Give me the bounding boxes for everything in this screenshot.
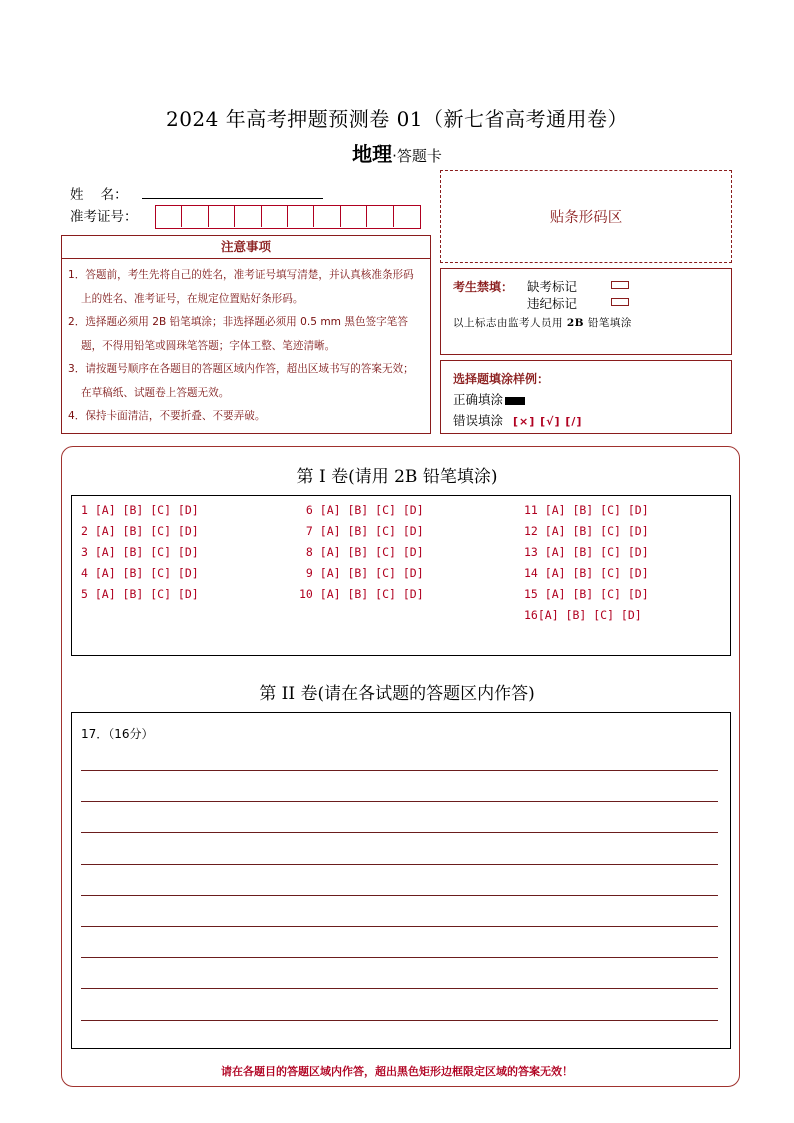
id-digit-box[interactable] — [314, 206, 340, 227]
answer-line — [81, 988, 718, 989]
choice-question-row[interactable]: 14 [A] [B] [C] [D] — [524, 566, 649, 580]
name-label: 姓 名： — [70, 187, 128, 203]
notice-item: 4．保持卡面清洁，不要折叠、不要弄破。 — [68, 410, 266, 422]
fill-sample-box — [440, 360, 732, 434]
exam-marks-label: 考生禁填： — [453, 280, 514, 294]
absent-mark-box[interactable] — [611, 281, 629, 289]
exam-marks-note — [453, 315, 632, 330]
footer-warning: 请在各题目的答题区域内作答，超出黑色矩形边框限定区域的答案无效！ — [221, 1065, 573, 1078]
choice-question-row[interactable]: 2 [A] [B] [C] [D] — [81, 524, 199, 538]
barcode-area — [440, 170, 732, 263]
page-title: 2024 年高考押题预测卷 01（新七省高考通用卷） — [165, 107, 629, 131]
notice-item: 1．答题前，考生先将自己的姓名，准考证号填写清楚，并认真核准条形码上的姓名、准考证号，在规定位置贴好条形码。 — [68, 269, 414, 305]
notice-title: 注意事项 — [61, 235, 431, 259]
id-digit-box[interactable] — [262, 206, 288, 227]
wrong-marks: [×] [√] [/] — [513, 415, 583, 428]
choice-question-row[interactable]: 15 [A] [B] [C] [D] — [524, 587, 649, 601]
choice-question-row[interactable]: 12 [A] [B] [C] [D] — [524, 524, 649, 538]
choice-question-row[interactable]: 7 [A] [B] [C] [D] — [299, 524, 424, 538]
choice-question-row[interactable]: 16[A] [B] [C] [D] — [524, 608, 642, 622]
choice-question-row[interactable]: 6 [A] [B] [C] [D] — [299, 503, 424, 517]
answer-line — [81, 926, 718, 927]
correct-fill-row — [453, 390, 525, 408]
section2-title: 第 II 卷(请在各试题的答题区内作答) — [259, 684, 535, 704]
exam-marks-box — [440, 268, 732, 355]
id-digit-box[interactable] — [367, 206, 393, 227]
answer-line — [81, 801, 718, 802]
choice-question-row[interactable]: 11 [A] [B] [C] [D] — [524, 503, 649, 517]
essay-answer-box[interactable] — [71, 712, 731, 1049]
note-prefix: 以上标志由监考人员用 — [453, 317, 563, 329]
choice-question-row[interactable]: 3 [A] [B] [C] [D] — [81, 545, 199, 559]
wrong-fill-label: 错误填涂 — [453, 413, 504, 428]
id-digit-box[interactable] — [156, 206, 182, 227]
choice-question-row[interactable]: 13 [A] [B] [C] [D] — [524, 545, 649, 559]
answer-line — [81, 957, 718, 958]
choice-question-row[interactable]: 5 [A] [B] [C] [D] — [81, 587, 199, 601]
id-digit-box[interactable] — [394, 206, 420, 227]
choice-question-row[interactable]: 1 [A] [B] [C] [D] — [81, 503, 199, 517]
id-number-boxes[interactable] — [155, 205, 421, 229]
answer-line — [81, 895, 718, 896]
id-digit-box[interactable] — [341, 206, 367, 227]
id-digit-box[interactable] — [288, 206, 314, 227]
notice-item: 2．选择题必须用 2B 铅笔填涂；非选择题必须用 0.5 mm 黑色签字笔答题，不得用铅笔或圆珠笔答题；字体工整、笔迹清晰。 — [68, 316, 408, 352]
answer-line — [81, 832, 718, 833]
absent-mark-label: 缺考标记 — [527, 279, 578, 294]
choice-question-row[interactable]: 4 [A] [B] [C] [D] — [81, 566, 199, 580]
answer-line — [81, 1020, 718, 1021]
fill-sample-title: 选择题填涂样例： — [453, 372, 550, 386]
violation-mark-label: 违纪标记 — [527, 296, 578, 311]
answer-line — [81, 864, 718, 865]
notice-body — [61, 259, 431, 434]
id-digit-box[interactable] — [209, 206, 235, 227]
filled-mark-icon — [505, 397, 525, 405]
violation-mark-box[interactable] — [611, 298, 629, 306]
name-field[interactable] — [142, 198, 323, 199]
page-subtitle — [0, 138, 794, 167]
id-digit-box[interactable] — [235, 206, 261, 227]
notice-item: 3．请按题号顺序在各题目的答题区域内作答，超出区域书写的答案无效；在草稿纸、试题卷上答题无效。 — [68, 363, 414, 399]
choice-question-row[interactable]: 10 [A] [B] [C] [D] — [299, 587, 424, 601]
choice-question-row[interactable]: 8 [A] [B] [C] [D] — [299, 545, 424, 559]
correct-fill-label: 正确填涂 — [453, 392, 504, 407]
wrong-fill-row — [453, 411, 582, 429]
note-bold: 2B — [566, 317, 585, 329]
question-17-label: 17．（16分） — [81, 727, 154, 741]
choice-question-row[interactable]: 9 [A] [B] [C] [D] — [299, 566, 424, 580]
note-suffix: 铅笔填涂 — [587, 317, 632, 329]
barcode-label: 贴条形码区 — [549, 210, 623, 226]
id-label: 准考证号： — [70, 209, 138, 225]
section1-title: 第 I 卷(请用 2B 铅笔填涂) — [296, 467, 498, 487]
id-digit-box[interactable] — [182, 206, 208, 227]
answer-line — [81, 770, 718, 771]
subtitle-suffix: ·答题卡 — [392, 147, 442, 165]
subject-name: 地理 — [352, 142, 393, 166]
